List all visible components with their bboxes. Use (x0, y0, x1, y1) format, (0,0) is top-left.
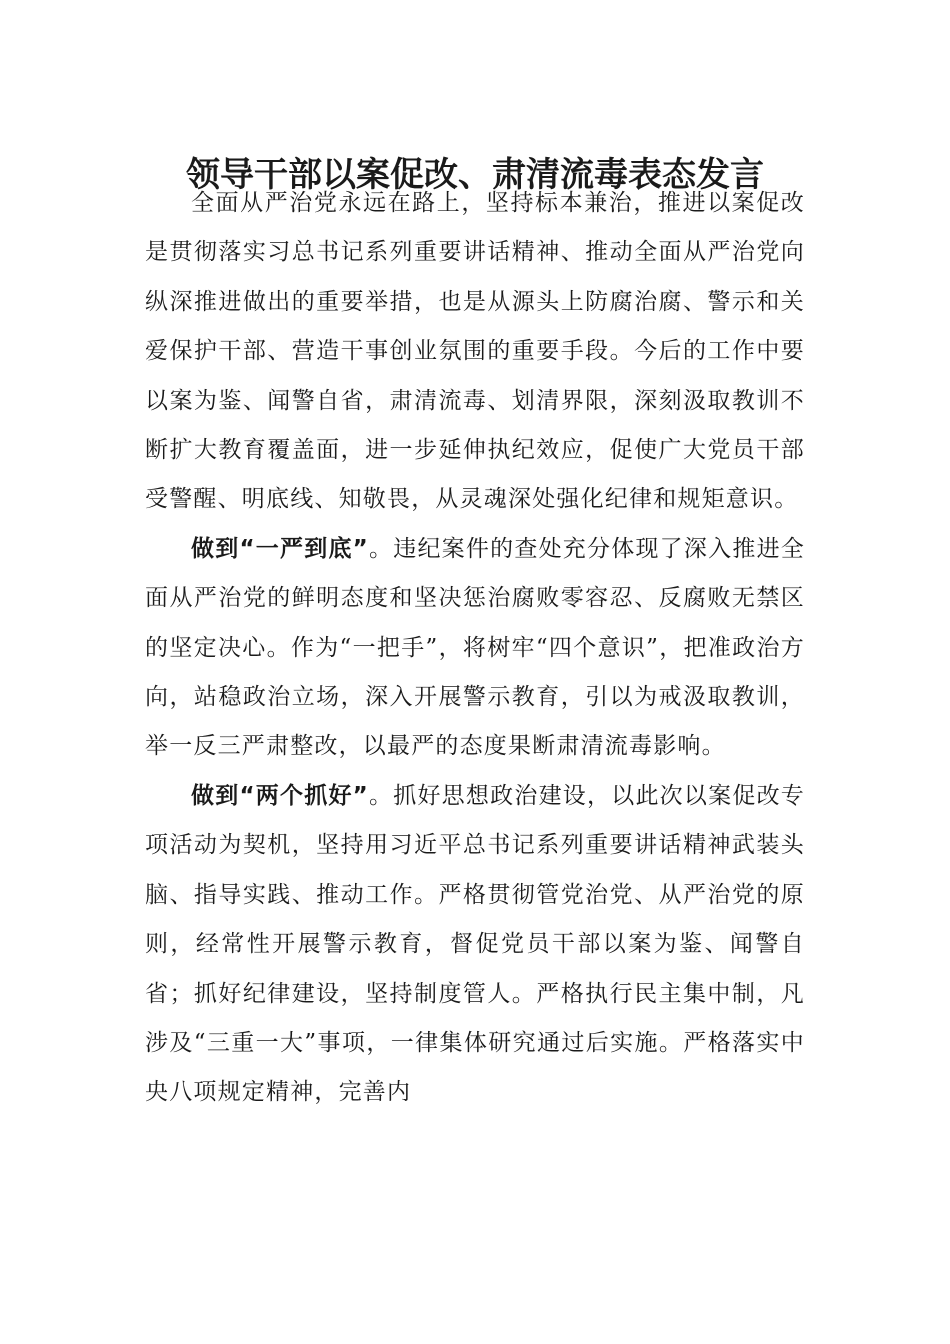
paragraph-yan-dao-di (145, 525, 805, 772)
paragraph-lead: 做到“两个抓好” (191, 782, 369, 809)
paragraph-text: 。抓好思想政治建设，以此次以案促改专项活动为契机，坚持用习近平总书记系列重要讲话精神武装头脑、指导实践、推动工作。严格贯彻管党治党、从严治党的原则，经常性开展警示教育，督促党员干部以案为鉴、闻警自省；抓好纪律建设，坚持制度管人。严格执行民主集中制，凡涉及“三重一大”事项，一律集体研究通过后实施。严格落实中央八项规定精神，完善内 (145, 782, 805, 1106)
document-title: 领导干部以案促改、肃清流毒表态发言 (186, 154, 764, 195)
paragraph-text: 。违纪案件的查处充分体现了深入推进全面从严治党的鲜明态度和坚决惩治腐败零容忍、反腐败无禁区的坚定决心。作为“一把手”，将树牢“四个意识”，把准政治方向，站稳政治立场，深入开展警示教育，引以为戒汲取教训，举一反三严肃整改，以最严的态度果断肃清流毒影响。 (145, 535, 805, 760)
document-body (145, 179, 805, 1118)
paragraph-intro (145, 179, 805, 525)
paragraph-text: 全面从严治党永远在路上，坚持标本兼治，推进以案促改是贯彻落实习总书记系列重要讲话精神、推动全面从严治党向纵深推进做出的重要举措，也是从源头上防腐治腐、警示和关爱保护干部、营造干事创业氛围的重要手段。今后的工作中要以案为鉴、闻警自省，肃清流毒、划清界限，深刻汲取教训不断扩大教育覆盖面，进一步延伸执纪效应，促使广大党员干部受警醒、明底线、知敬畏，从灵魂深处强化纪律和规矩意识。 (145, 190, 805, 513)
paragraph-lead: 做到“一严到底” (191, 535, 369, 562)
paragraph-liang-ge-zhua-hao (145, 772, 805, 1118)
